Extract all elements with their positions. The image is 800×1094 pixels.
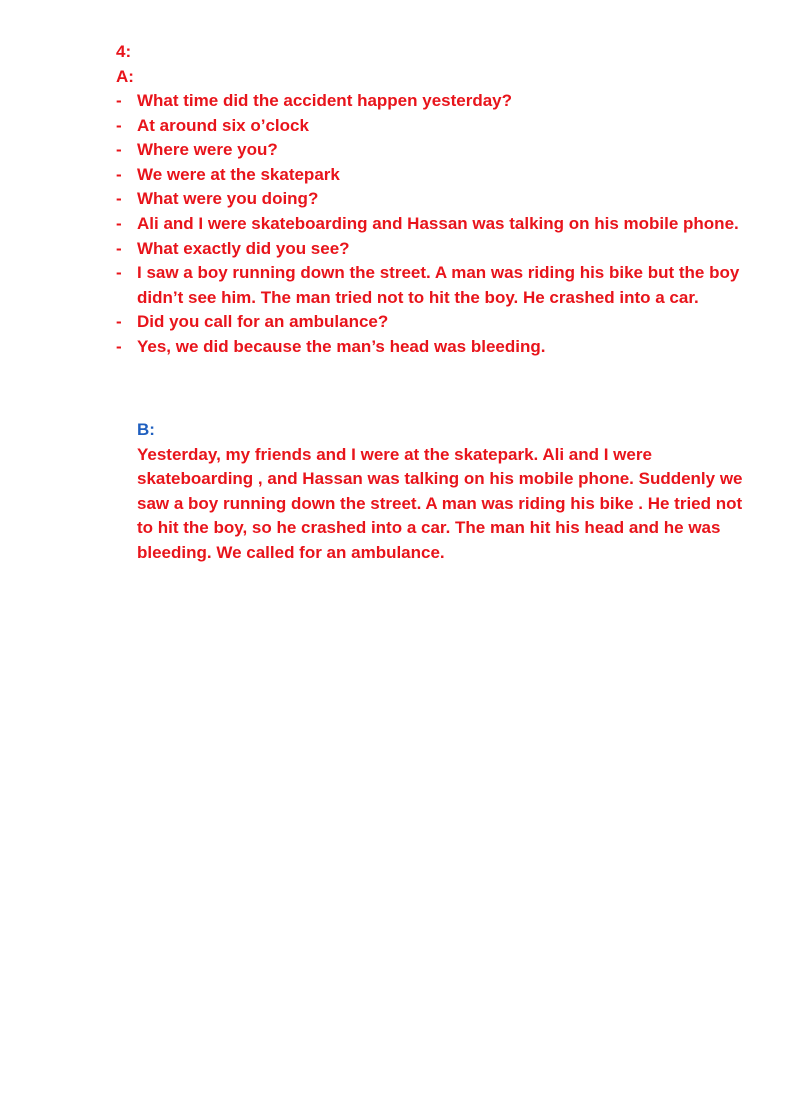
part-b-section: [137, 418, 747, 566]
dialogue-text: I saw a boy running down the street. A man was riding his bike but the boy didn’t see him. The man tried not to hit the boy. He crashed into a car.: [137, 263, 740, 307]
part-b-paragraph: Yesterday, my friends and I were at the skatepark. Ali and I were skateboarding , and Hassan was talking on his mobile phone. Suddenly we saw a boy running down the street. A man was riding his bike . He tried not to hit the boy, so he crashed into a car. The man hit his head and he was bleeding. We called for an ambulance.: [137, 444, 743, 562]
dialogue-dash: -: [116, 213, 122, 233]
dialogue-text: What exactly did you see?: [137, 238, 350, 258]
dialogue-line: [116, 237, 746, 262]
dialogue-line: [116, 212, 746, 237]
dialogue-dash: -: [116, 115, 122, 135]
dialogue-text: Yes, we did because the man’s head was bleeding.: [137, 336, 546, 356]
dialogue-text: We were at the skatepark: [137, 164, 340, 184]
dialogue-dash: -: [116, 91, 122, 110]
dialogue-dash: -: [116, 312, 122, 332]
dialogue-text: Did you call for an ambulance?: [137, 312, 389, 332]
dialogue-line: [116, 310, 746, 335]
dialogue-text: Where were you?: [137, 140, 278, 160]
dialogue-list: [116, 89, 746, 360]
part-a-label: A:: [116, 67, 134, 86]
dialogue-dash: -: [116, 238, 122, 258]
dialogue-dash: -: [116, 140, 122, 160]
dialogue-line: [116, 138, 746, 163]
exercise-number: 4:: [116, 42, 132, 61]
dialogue-line: [116, 187, 746, 212]
dialogue-line: [116, 114, 746, 139]
dialogue-text: Ali and I were skateboarding and Hassan was talking on his mobile phone.: [137, 213, 739, 233]
dialogue-line: [116, 335, 746, 360]
dialogue-dash: -: [116, 189, 122, 209]
dialogue-text: At around six o’clock: [137, 115, 309, 135]
dialogue-line: [116, 163, 746, 188]
dialogue-line: [116, 89, 746, 114]
dialogue-line: [116, 261, 746, 310]
dialogue-dash: -: [116, 164, 122, 184]
dialogue-dash: -: [116, 336, 122, 356]
dialogue-text: What time did the accident happen yesterday?: [137, 91, 513, 110]
dialogue-dash: -: [116, 263, 122, 283]
part-b-label: B:: [137, 420, 155, 439]
dialogue-text: What were you doing?: [137, 189, 319, 209]
